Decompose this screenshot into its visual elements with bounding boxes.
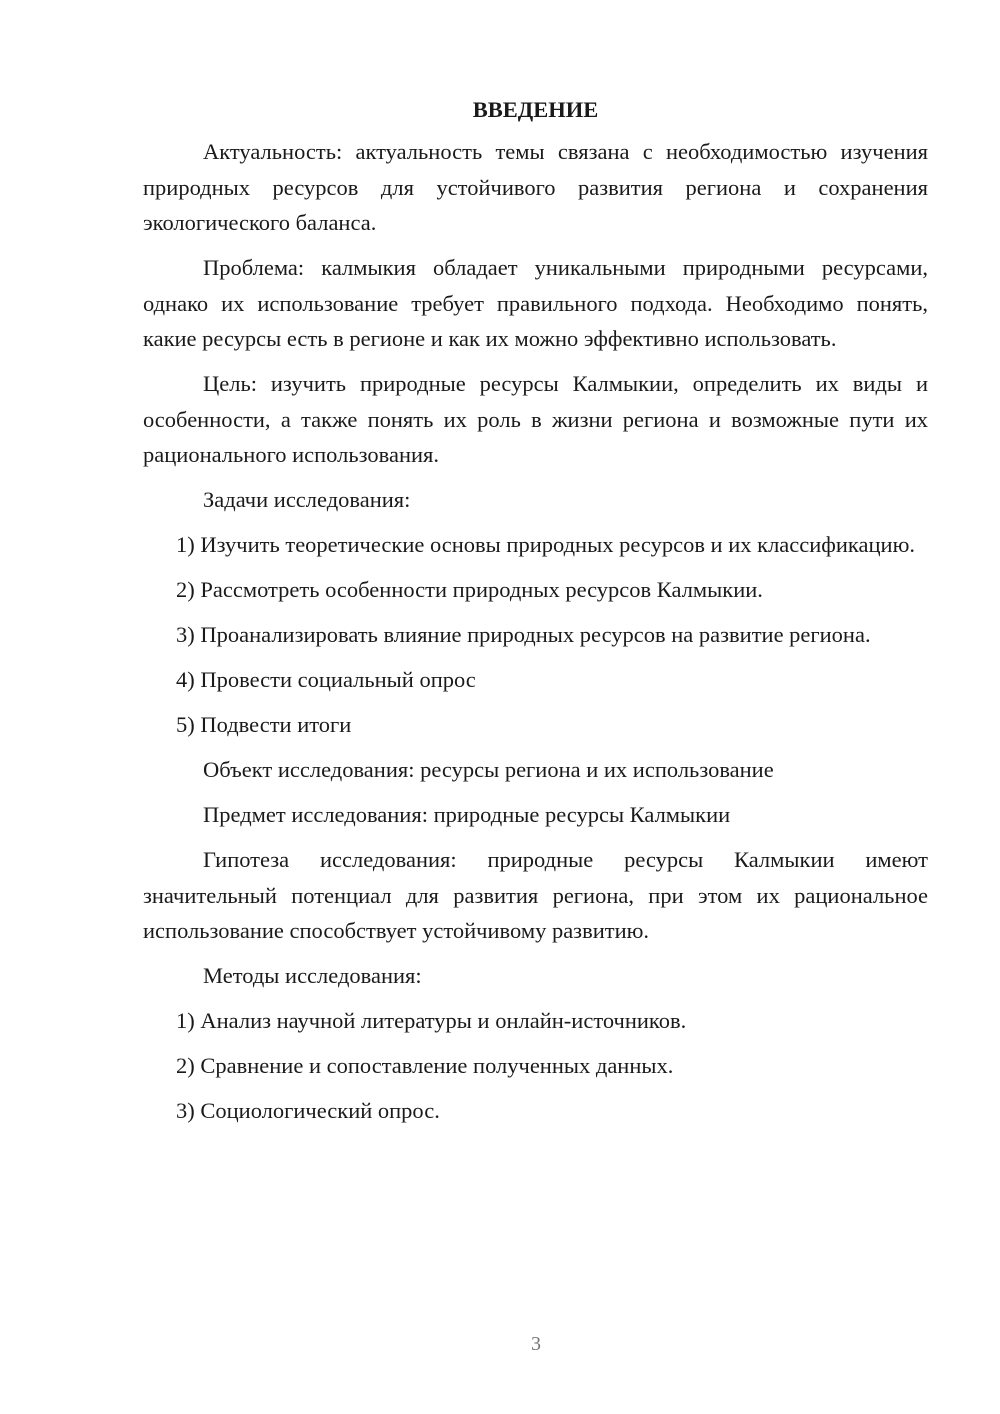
method-item: 2) Сравнение и сопоставление полученных данных. [176,1053,674,1078]
object-paragraph: Объект исследования: ресурсы региона и их использование [203,757,774,782]
page-content [143,96,928,1138]
task-item: 4) Провести социальный опрос [176,667,476,692]
problem-paragraph: Проблема: калмыкия обладает уникальными природными ресурсами, однако их использование требует правильного подхода. Необходимо понять, какие ресурсы есть в регионе и как их можно эффективно использовать. [143,255,928,351]
task-item: 1) Изучить теоретические основы природных ресурсов и их классификацию. [176,532,916,557]
task-item: 3) Проанализировать влияние природных ресурсов на развитие региона. [176,622,871,647]
hypothesis-paragraph: Гипотеза исследования: природные ресурсы Калмыкии имеют значительный потенциал для развития региона, при этом их рациональное использование способствует устойчивому развитию. [143,847,928,943]
method-item: 1) Анализ научной литературы и онлайн-источников. [176,1008,687,1033]
section-heading: ВВЕДЕНИЕ [472,97,599,122]
relevance-paragraph: Актуальность: актуальность темы связана с необходимостью изучения природных ресурсов для устойчивого развития региона и сохранения экологического баланса. [143,139,928,235]
goal-paragraph: Цель: изучить природные ресурсы Калмыкии, определить их виды и особенности, а также понять их роль в жизни региона и возможные пути их рационального использования. [143,371,928,467]
methods-heading: Методы исследования: [203,963,422,988]
task-item: 5) Подвести итоги [176,712,352,737]
task-item: 2) Рассмотреть особенности природных ресурсов Калмыкии. [176,577,763,602]
tasks-heading: Задачи исследования: [203,487,411,512]
method-item: 3) Социологический опрос. [176,1098,440,1123]
page-number: 3 [531,1333,541,1355]
subject-paragraph: Предмет исследования: природные ресурсы Калмыкии [203,802,731,827]
